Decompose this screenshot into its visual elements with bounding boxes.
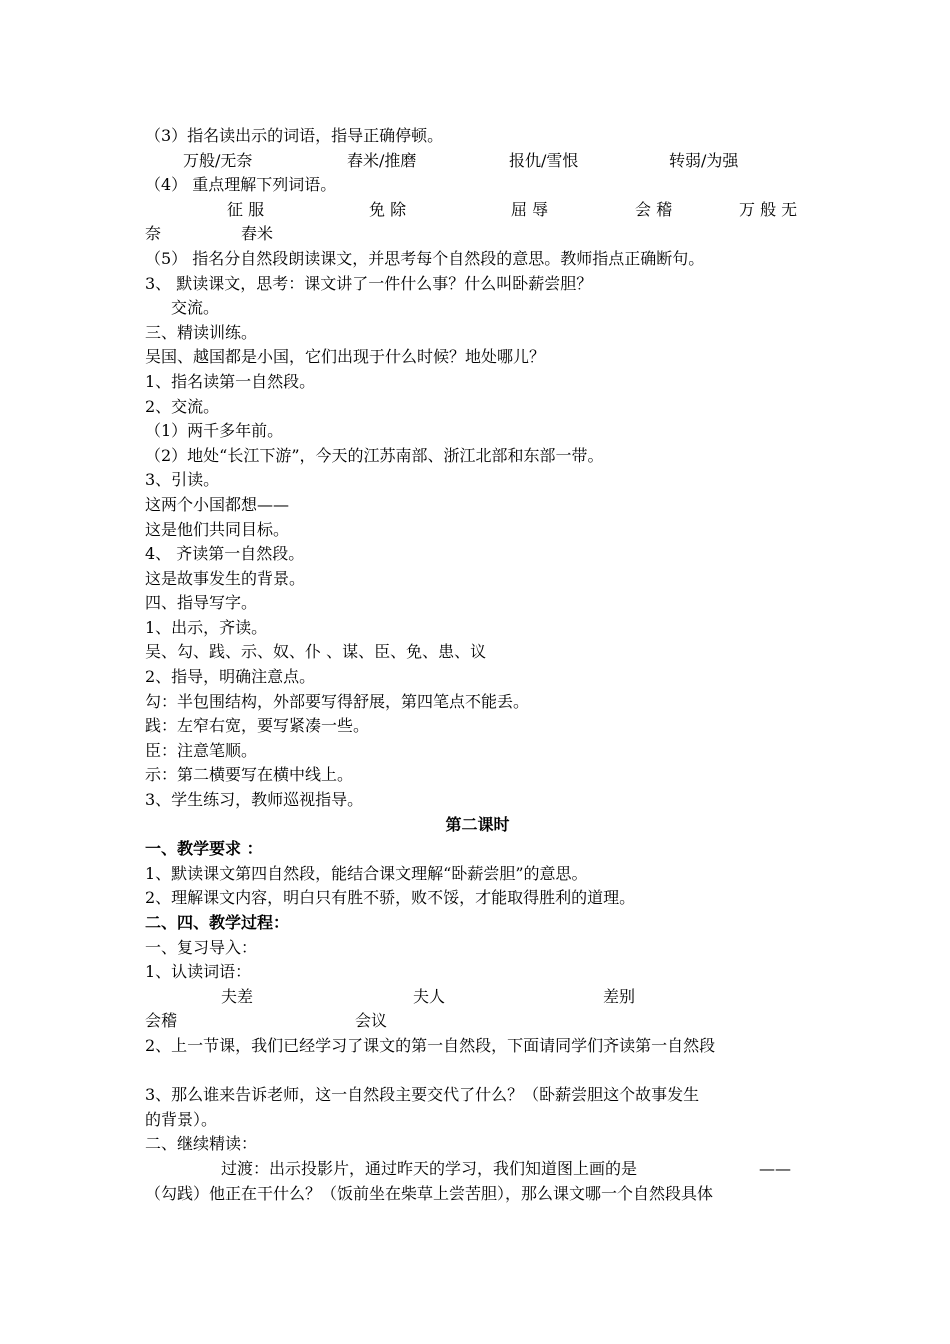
text-line: 吴、勾、践、示、奴、仆 、谋、臣、免、患、议: [145, 642, 487, 662]
text-line: 2、交流。: [145, 396, 220, 416]
word: 差别: [603, 986, 636, 1006]
word-row: [145, 222, 810, 247]
text-line: 3、学生练习，教师巡视指导。: [145, 790, 364, 810]
word: 舂米/推磨: [347, 150, 417, 170]
section-heading: 一、教学要求 ：: [145, 839, 263, 859]
text-line: 4、 齐读第一自然段。: [145, 544, 305, 564]
word: 转弱/为强: [669, 150, 739, 170]
word: 会议: [355, 1011, 388, 1031]
word-row: [145, 1009, 810, 1034]
text-line: 1、指名读第一自然段。: [145, 371, 316, 391]
word: 奈: [145, 224, 162, 244]
text-line: 勾：半包围结构，外部要写得舒展，第四笔点不能丢。: [145, 691, 530, 711]
word: 免 除: [369, 199, 407, 219]
text-line: 的背景）。: [145, 1109, 218, 1129]
text-line: 3、那么谁来告诉老师，这一自然段主要交代了什么？（卧薪尝胆这个故事发生: [145, 1085, 700, 1105]
text-line: （4） 重点理解下列词语。: [145, 175, 337, 195]
word-row: [145, 985, 810, 1010]
text-line: 2、理解课文内容，明白只有胜不骄，败不馁，才能取得胜利的道理。: [145, 888, 636, 908]
text-line: （勾践）他正在干什么？（饭前坐在柴草上尝苦胆），那么课文哪一个自然段具体: [145, 1183, 714, 1203]
text-line: 践：左窄右宽，要写紧凑一些。: [145, 716, 370, 736]
word: 会 稽: [635, 199, 673, 219]
text-line: 1、认读词语：: [145, 962, 252, 982]
text-line: 这是故事发生的背景。: [145, 568, 306, 588]
word: 征 服: [227, 199, 265, 219]
section-heading: 二、四、教学过程：: [145, 913, 290, 932]
text-line: 这两个小国都想——: [145, 494, 290, 514]
word: 报仇/雪恨: [509, 150, 579, 170]
text-line: 2、指导，明确注意点。: [145, 667, 316, 687]
text-line: 一、复习导入：: [145, 937, 258, 957]
text-line: 四、指导写字。: [145, 593, 258, 613]
word: 夫差: [221, 986, 254, 1006]
text-line: （3）指名读出示的词语，指导正确停顿。: [145, 126, 444, 145]
text-line: 3、引读。: [145, 470, 220, 490]
text-line: 二、继续精读：: [145, 1134, 258, 1154]
text-line: 吴国、越国都是小国，它们出现于什么时候？地处哪儿？: [145, 347, 546, 367]
section-title: 第二课时: [445, 814, 510, 834]
text-line: 三、精读训练。: [145, 322, 258, 342]
word-row: [145, 198, 810, 223]
text-line: （1）两千多年前。: [145, 421, 284, 441]
document-page: [145, 124, 810, 1206]
text-line: 2、上一节课，我们已经学习了课文的第一自然段，下面请同学们齐读第一自然段: [145, 1035, 716, 1055]
word: 万般/无奈: [183, 150, 253, 170]
text-line: 交流。: [171, 298, 220, 318]
text-segment: ——: [759, 1158, 791, 1178]
text-line: 1、出示，齐读。: [145, 617, 268, 637]
text-line: 这是他们共同目标。: [145, 519, 290, 539]
text-line: （5） 指名分自然段朗读课文，并思考每个自然段的意思。教师指点正确断句。: [145, 248, 705, 268]
text-line: [145, 1157, 810, 1182]
word: 万 般 无: [739, 199, 798, 219]
word: 屈 辱: [511, 199, 549, 219]
text-segment: 过渡：出示投影片，通过昨天的学习，我们知道图上画的是: [221, 1158, 638, 1178]
word: 舂米: [241, 224, 274, 244]
text-line: 3、 默读课文，思考：课文讲了一件什么事？什么叫卧薪尝胆？: [145, 273, 593, 293]
word-row: [145, 149, 810, 174]
blank-line: [145, 1059, 810, 1084]
text-line: 示：第二横要写在横中线上。: [145, 765, 354, 785]
text-line: 1、默读课文第四自然段，能结合课文理解“卧薪尝胆”的意思。: [145, 863, 588, 883]
word: 夫人: [413, 986, 446, 1006]
text-line: （2）地处“长江下游”，今天的江苏南部、浙江北部和东部一带。: [145, 445, 604, 465]
word: 会稽: [145, 1011, 178, 1031]
text-line: 臣：注意笔顺。: [145, 740, 258, 760]
